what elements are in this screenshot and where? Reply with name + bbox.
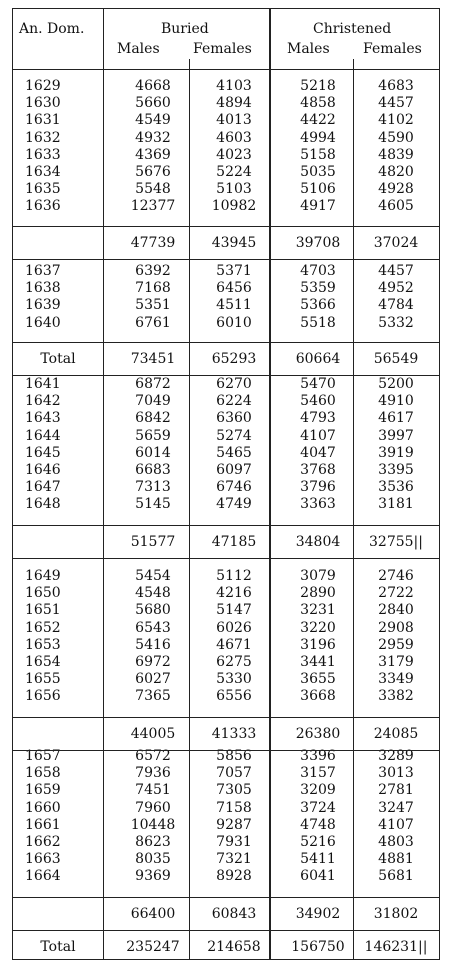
buried-females-cell: 4013 [216, 112, 252, 129]
year-cell: 1662 [25, 834, 61, 850]
buried-females-cell: 7305 [216, 782, 252, 799]
subtotal-row [13, 236, 439, 251]
christened-females-cell: 31802 [373, 905, 419, 922]
buried-males-cell: 6392 [135, 263, 171, 279]
christened-females-cell: 3289 [378, 748, 414, 764]
table-row [13, 264, 439, 279]
buried-females-cell: 47185 [211, 533, 257, 550]
table-row [13, 689, 439, 704]
year-cell: 1629 [25, 78, 61, 94]
table-row [13, 79, 439, 94]
table-row [13, 182, 439, 197]
buried-males-cell: 47739 [130, 234, 176, 251]
header-christened: Christened [313, 21, 392, 37]
buried-males-cell: 5454 [135, 568, 171, 584]
table-row [13, 316, 439, 331]
buried-males-cell: 235247 [126, 938, 180, 955]
subtotal-row [13, 907, 439, 922]
christened-females-cell: 3247 [378, 799, 414, 816]
christened-females-cell: 4605 [378, 198, 414, 215]
buried-females-cell: 4103 [216, 78, 252, 94]
header-buried-females: Females [193, 41, 252, 57]
buried-females-cell: 6360 [216, 410, 252, 427]
buried-males-cell: 44005 [130, 725, 176, 742]
table-row [13, 281, 439, 296]
christened-males-cell: 5359 [300, 280, 336, 297]
buried-males-cell: 6972 [135, 654, 171, 670]
christened-males-cell: 2890 [300, 585, 336, 602]
christened-males-cell: 3768 [300, 462, 336, 478]
buried-males-cell: 10448 [130, 816, 176, 833]
buried-females-cell: 4749 [216, 496, 252, 513]
christened-females-cell: 4881 [378, 851, 414, 868]
year-cell: 1640 [25, 314, 61, 331]
christened-females-cell: 5200 [378, 376, 414, 392]
year-cell: 1653 [25, 636, 61, 653]
header-christened-males: Males [287, 41, 330, 57]
christened-females-cell: 4803 [378, 834, 414, 850]
block-rule [13, 259, 439, 260]
buried-females-cell: 60843 [211, 905, 257, 922]
year-cell: 1660 [25, 799, 61, 816]
buried-males-cell: 6872 [135, 376, 171, 392]
buried-females-cell: 7321 [216, 851, 252, 868]
christened-males-cell: 3796 [300, 479, 336, 496]
christened-females-cell: 4928 [378, 181, 414, 198]
buried-males-cell: 51577 [130, 533, 176, 550]
buried-males-cell: 5416 [135, 636, 171, 653]
year-cell: 1636 [25, 198, 61, 215]
table-row [13, 603, 439, 618]
table-row [13, 377, 439, 392]
buried-males-cell: 9369 [135, 868, 171, 885]
buried-females-cell: 4216 [216, 585, 252, 602]
christened-males-cell: 3724 [300, 799, 336, 816]
table-row [13, 148, 439, 163]
christened-females-cell: 3349 [378, 671, 414, 688]
christened-males-cell: 4858 [300, 95, 336, 112]
year-cell: 1634 [25, 164, 61, 180]
buried-males-cell: 4668 [135, 78, 171, 94]
table-row [13, 497, 439, 512]
year-cell: 1648 [25, 496, 61, 513]
buried-males-cell: 5680 [135, 602, 171, 619]
christened-males-cell: 5106 [300, 181, 336, 198]
christened-males-cell: 3363 [300, 496, 336, 513]
christened-males-cell: 5460 [300, 393, 336, 410]
christened-females-cell: 32755|| [369, 533, 423, 550]
header-buried: Buried [161, 21, 209, 37]
christened-males-cell: 3196 [300, 636, 336, 653]
christened-males-cell: 3220 [300, 619, 336, 636]
buried-females-cell: 9287 [216, 816, 252, 833]
christened-females-cell: 3997 [378, 427, 414, 444]
buried-males-cell: 6683 [135, 462, 171, 478]
buried-males-cell: 7936 [135, 765, 171, 782]
year-cell: 1651 [25, 602, 61, 619]
buried-females-cell: 5465 [216, 444, 252, 461]
buried-males-cell: 5145 [135, 496, 171, 513]
buried-females-cell: 8928 [216, 868, 252, 885]
buried-females-cell: 7057 [216, 765, 252, 782]
buried-males-cell: 6761 [135, 314, 171, 331]
christened-females-cell: 2781 [378, 782, 414, 799]
year-cell: 1641 [25, 376, 61, 392]
year-cell: 1658 [25, 765, 61, 782]
christened-females-cell: 3013 [378, 765, 414, 782]
buried-males-cell: 7049 [135, 393, 171, 410]
buried-females-cell: 5330 [216, 671, 252, 688]
christened-females-cell: 2840 [378, 602, 414, 619]
christened-females-cell: 4102 [378, 112, 414, 129]
table-row [13, 429, 439, 444]
table-row [13, 199, 439, 214]
buried-females-cell: 41333 [211, 725, 257, 742]
christened-females-cell: 3179 [378, 654, 414, 670]
christened-males-cell: 3231 [300, 602, 336, 619]
buried-females-cell: 10982 [211, 198, 257, 215]
christened-males-cell: 26380 [295, 725, 341, 742]
year-cell: 1659 [25, 782, 61, 799]
table-row [13, 113, 439, 128]
buried-females-cell: 5147 [216, 602, 252, 619]
buried-females-cell: 4511 [216, 297, 252, 314]
header-rule [13, 69, 439, 70]
buried-females-cell: 6010 [216, 314, 252, 331]
buried-females-cell: 6456 [216, 280, 252, 297]
christened-males-cell: 3668 [300, 688, 336, 705]
christened-males-cell: 5366 [300, 297, 336, 314]
buried-females-cell: 5856 [216, 748, 252, 764]
buried-males-cell: 7168 [135, 280, 171, 297]
table-row [13, 569, 439, 584]
buried-males-cell: 8035 [135, 851, 171, 868]
header-an-dom: An. Dom. [19, 21, 85, 37]
buried-females-cell: 6556 [216, 688, 252, 705]
buried-females-cell: 65293 [211, 350, 257, 367]
christened-females-cell: 24085 [373, 725, 419, 742]
buried-males-cell: 7365 [135, 688, 171, 705]
christened-males-cell: 39708 [295, 234, 341, 251]
subtotal-rule [13, 525, 439, 526]
christened-females-cell: 3382 [378, 688, 414, 705]
christened-males-cell: 4047 [300, 444, 336, 461]
table-row [13, 749, 439, 764]
subtotal-rule [13, 342, 439, 343]
header-christened-females: Females [363, 41, 422, 57]
buried-males-cell: 6027 [135, 671, 171, 688]
table-row [13, 766, 439, 781]
table-row [13, 446, 439, 461]
christened-males-cell: 4703 [300, 263, 336, 279]
year-cell: 1632 [25, 129, 61, 146]
year-cell: 1631 [25, 112, 61, 129]
year-cell: 1642 [25, 393, 61, 410]
block-rule [13, 558, 439, 559]
christened-females-cell: 37024 [373, 234, 419, 251]
year-cell: 1644 [25, 427, 61, 444]
christened-males-cell: 60664 [295, 350, 341, 367]
christened-females-cell: 4457 [378, 263, 414, 279]
year-cell: 1645 [25, 444, 61, 461]
buried-males-cell: 66400 [130, 905, 176, 922]
christened-females-cell: 4820 [378, 164, 414, 180]
christened-females-cell: 3536 [378, 479, 414, 496]
subtotal-rule [13, 717, 439, 718]
table-row [13, 411, 439, 426]
christened-females-cell: 5332 [378, 314, 414, 331]
buried-males-cell: 7313 [135, 479, 171, 496]
christened-males-cell: 3157 [300, 765, 336, 782]
subtotal-row [13, 535, 439, 550]
year-cell: 1646 [25, 462, 61, 478]
year-cell: 1656 [25, 688, 61, 705]
table-row [13, 783, 439, 798]
year-cell: 1633 [25, 146, 61, 163]
header-buried-males: Males [117, 41, 160, 57]
table-row [13, 298, 439, 313]
buried-females-cell: 6097 [216, 462, 252, 478]
christened-females-cell: 4784 [378, 297, 414, 314]
christened-males-cell: 3079 [300, 568, 336, 584]
christened-females-cell: 2722 [378, 585, 414, 602]
christened-males-cell: 4422 [300, 112, 336, 129]
christened-females-cell: 2959 [378, 636, 414, 653]
buried-males-cell: 4369 [135, 146, 171, 163]
year-cell: 1655 [25, 671, 61, 688]
christened-females-cell: 2908 [378, 619, 414, 636]
year-cell: 1643 [25, 410, 61, 427]
year-cell: 1664 [25, 868, 61, 885]
buried-males-cell: 5676 [135, 164, 171, 180]
year-cell: 1663 [25, 851, 61, 868]
subtotal-row [13, 352, 439, 367]
block-rule [13, 750, 439, 751]
buried-males-cell: 5659 [135, 427, 171, 444]
christened-females-cell: 146231|| [364, 938, 428, 955]
buried-males-cell: 6014 [135, 444, 171, 461]
buried-females-cell: 5274 [216, 427, 252, 444]
buried-females-cell: 7158 [216, 799, 252, 816]
christened-males-cell: 4994 [300, 129, 336, 146]
table-row [13, 672, 439, 687]
buried-males-cell: 6543 [135, 619, 171, 636]
christened-females-cell: 4910 [378, 393, 414, 410]
year-cell: 1637 [25, 263, 61, 279]
buried-females-cell: 6275 [216, 654, 252, 670]
year-cell: 1652 [25, 619, 61, 636]
christened-males-cell: 5216 [300, 834, 336, 850]
buried-females-cell: 7931 [216, 834, 252, 850]
buried-females-cell: 6746 [216, 479, 252, 496]
christened-females-cell: 3919 [378, 444, 414, 461]
table-row [13, 394, 439, 409]
subtotal-rule [13, 226, 439, 227]
buried-males-cell: 4548 [135, 585, 171, 602]
christened-females-cell: 2746 [378, 568, 414, 584]
buried-females-cell: 43945 [211, 234, 257, 251]
christened-males-cell: 5158 [300, 146, 336, 163]
christened-females-cell: 4590 [378, 129, 414, 146]
buried-females-cell: 5112 [216, 568, 252, 584]
buried-males-cell: 5351 [135, 297, 171, 314]
christened-males-cell: 3441 [300, 654, 336, 670]
christened-females-cell: 4107 [378, 816, 414, 833]
buried-males-cell: 8623 [135, 834, 171, 850]
buried-females-cell: 5103 [216, 181, 252, 198]
christened-females-cell: 4617 [378, 410, 414, 427]
year-cell: 1630 [25, 95, 61, 112]
year-cell: 1654 [25, 654, 61, 670]
buried-females-cell: 6270 [216, 376, 252, 392]
buried-males-cell: 73451 [130, 350, 176, 367]
christened-females-cell: 4683 [378, 78, 414, 94]
table-row [13, 852, 439, 867]
christened-males-cell: 3396 [300, 748, 336, 764]
table-row [13, 480, 439, 495]
christened-females-cell: 5681 [378, 868, 414, 885]
year-cell: 1647 [25, 479, 61, 496]
row-label-cell: Total [40, 938, 76, 955]
table-row [13, 165, 439, 180]
christened-females-cell: 4457 [378, 95, 414, 112]
christened-males-cell: 5218 [300, 78, 336, 94]
table-row [13, 818, 439, 833]
buried-males-cell: 6572 [135, 748, 171, 764]
buried-males-cell: 4549 [135, 112, 171, 129]
christened-males-cell: 5411 [300, 851, 336, 868]
table-row [13, 463, 439, 478]
buried-females-cell: 5224 [216, 164, 252, 180]
buried-females-cell: 6026 [216, 619, 252, 636]
grand-total-row [13, 940, 439, 955]
christened-males-cell: 4793 [300, 410, 336, 427]
christened-males-cell: 5518 [300, 314, 336, 331]
buried-females-cell: 5371 [216, 263, 252, 279]
block-rule [13, 930, 439, 931]
christened-females-cell: 56549 [373, 350, 419, 367]
christened-males-cell: 4917 [300, 198, 336, 215]
christened-males-cell: 156750 [291, 938, 345, 955]
table-row [13, 621, 439, 636]
row-label-cell: Total [40, 350, 76, 367]
buried-males-cell: 7960 [135, 799, 171, 816]
buried-males-cell: 5548 [135, 181, 171, 198]
subtotal-rule [13, 897, 439, 898]
table-row [13, 655, 439, 670]
christened-males-cell: 6041 [300, 868, 336, 885]
christened-males-cell: 5470 [300, 376, 336, 392]
year-cell: 1650 [25, 585, 61, 602]
buried-females-cell: 4671 [216, 636, 252, 653]
buried-females-cell: 4894 [216, 95, 252, 112]
buried-females-cell: 214658 [207, 938, 261, 955]
table-row [13, 586, 439, 601]
christened-males-cell: 34902 [295, 905, 341, 922]
buried-males-cell: 6842 [135, 410, 171, 427]
buried-males-cell: 4932 [135, 129, 171, 146]
buried-females-cell: 4023 [216, 146, 252, 163]
buried-males-cell: 7451 [135, 782, 171, 799]
table-row [13, 835, 439, 850]
year-cell: 1635 [25, 181, 61, 198]
christened-females-cell: 4952 [378, 280, 414, 297]
christened-females-cell: 3395 [378, 462, 414, 478]
christened-females-cell: 4839 [378, 146, 414, 163]
christened-females-cell: 3181 [378, 496, 414, 513]
christened-males-cell: 3209 [300, 782, 336, 799]
table-row [13, 131, 439, 146]
bills-of-mortality-table [12, 8, 440, 960]
christened-males-cell: 3655 [300, 671, 336, 688]
year-cell: 1661 [25, 816, 61, 833]
block-rule [13, 375, 439, 376]
christened-males-cell: 4748 [300, 816, 336, 833]
year-cell: 1639 [25, 297, 61, 314]
christened-males-cell: 5035 [300, 164, 336, 180]
year-cell: 1657 [25, 748, 61, 764]
christened-males-cell: 4107 [300, 427, 336, 444]
buried-males-cell: 12377 [130, 198, 176, 215]
table-row [13, 638, 439, 653]
buried-males-cell: 5660 [135, 95, 171, 112]
buried-females-cell: 4603 [216, 129, 252, 146]
table-row [13, 96, 439, 111]
table-row [13, 869, 439, 884]
year-cell: 1649 [25, 568, 61, 584]
christened-males-cell: 34804 [295, 533, 341, 550]
table-row [13, 801, 439, 816]
year-cell: 1638 [25, 280, 61, 297]
buried-females-cell: 6224 [216, 393, 252, 410]
subtotal-row [13, 727, 439, 742]
